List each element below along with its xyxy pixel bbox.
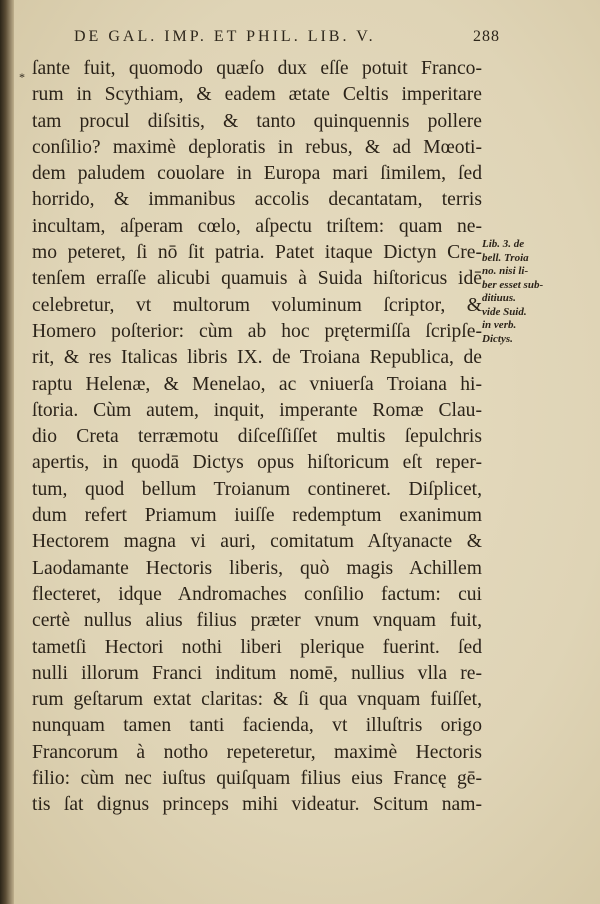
- text-line: rit, & res Italicas libris IX. de Troiana Republica, de: [32, 347, 482, 369]
- running-header: [74, 28, 500, 46]
- text-line: apertis, in quodā Dictys opus hiſtoricum eſt reper-: [32, 452, 482, 474]
- margin-note: ber esset sub-: [482, 278, 544, 291]
- margin-note: bell. Troia: [482, 251, 529, 264]
- text-line: filio: cùm nec iuſtus quiſquam filius eius Francę gē-: [32, 768, 482, 790]
- text-line: Laodamante Hectoris liberis, quò magis Achillem: [32, 557, 482, 579]
- text-line: ſtoria. Cùm autem, inquit, imperante Romæ Clau-: [32, 399, 482, 421]
- margin-note: no. nisi li-: [482, 265, 529, 277]
- margin-note: ditiuus.: [482, 292, 516, 304]
- running-title: DE GAL. IMP. ET PHIL. LIB. V.: [74, 28, 376, 45]
- text-line: tis ſat dignus princeps mihi videatur. Scitum nam-: [32, 794, 482, 816]
- text-line: tam procul diſsitis, & tanto quinquennis pollere: [32, 110, 482, 132]
- text-line: dum refert Priamum iuiſſe redemptum exanimum: [32, 505, 482, 527]
- margin-note: in verb.: [482, 319, 517, 331]
- text-line: certè nullus alius filius præter vnum vnquam fuit,: [32, 610, 482, 632]
- text-line: nunquam tamen tanti facienda, vt illuſtris origo: [32, 715, 482, 737]
- book-gutter: [0, 0, 14, 904]
- text-line: rum in Scythiam, & eadem ætate Celtis imperitare: [32, 84, 482, 106]
- text-line: tenſem erraſſe alicubi quamuis à Suida hiſtoricus idē: [32, 268, 482, 290]
- text-line: tum, quod bellum Troianum contineret. Diſplicet,: [32, 478, 482, 500]
- text-line: Francorum à notho repeteretur, maximè Hectoris: [32, 741, 482, 763]
- text-line: rum geſtarum extat claritas: & ſi qua vnquam fuiſſet,: [32, 689, 482, 711]
- text-line: celebretur, vt multorum voluminum ſcriptor, &: [32, 294, 482, 316]
- text-line: ſante fuit, quomodo quæſo dux eſſe potuit Franco-: [32, 58, 482, 79]
- text-line: dio Creta terræmotu diſceſſiſſet multis ſepulchris: [32, 426, 482, 448]
- margin-notes: [482, 238, 562, 346]
- text-line: Homero poſterior: cùm ab hoc prętermiſſa ſcripſe-: [32, 320, 482, 342]
- body-text: [32, 56, 482, 819]
- margin-note: vide Suid.: [482, 305, 527, 318]
- text-line: incultam, aſperam cœlo, aſpectu triſtem: quam ne-: [32, 215, 482, 237]
- margin-marker: *: [19, 70, 25, 84]
- text-line: mo peteret, ſi nō ſit patria. Patet itaque Dictyn Cre-: [32, 242, 482, 264]
- page-number: 288: [473, 28, 500, 45]
- margin-note: Lib. 3. de: [482, 238, 525, 250]
- text-line: horrido, & immanibus accolis decantatam, terris: [32, 189, 482, 211]
- text-line: nulli illorum Franci inditum nomē, nullius vlla re-: [32, 662, 482, 684]
- margin-note: Dictys.: [482, 332, 513, 345]
- text-line: raptu Helenæ, & Menelao, ac vniuerſa Troiana hi-: [32, 373, 482, 395]
- text-line: conſilio? maximè deploratis in rebus, & ad Mœoti-: [32, 136, 482, 158]
- text-line: Hectorem magna vi auri, comitatum Aſtyanacte &: [32, 531, 482, 553]
- text-line: flecteret, idque Andromaches conſilio factum: cui: [32, 583, 482, 605]
- text-line: dem paludem couolare in Europa mari ſimilem, ſed: [32, 163, 482, 185]
- text-line: tametſi Hectori nothi liberi plerique fuerint. ſed: [32, 636, 482, 658]
